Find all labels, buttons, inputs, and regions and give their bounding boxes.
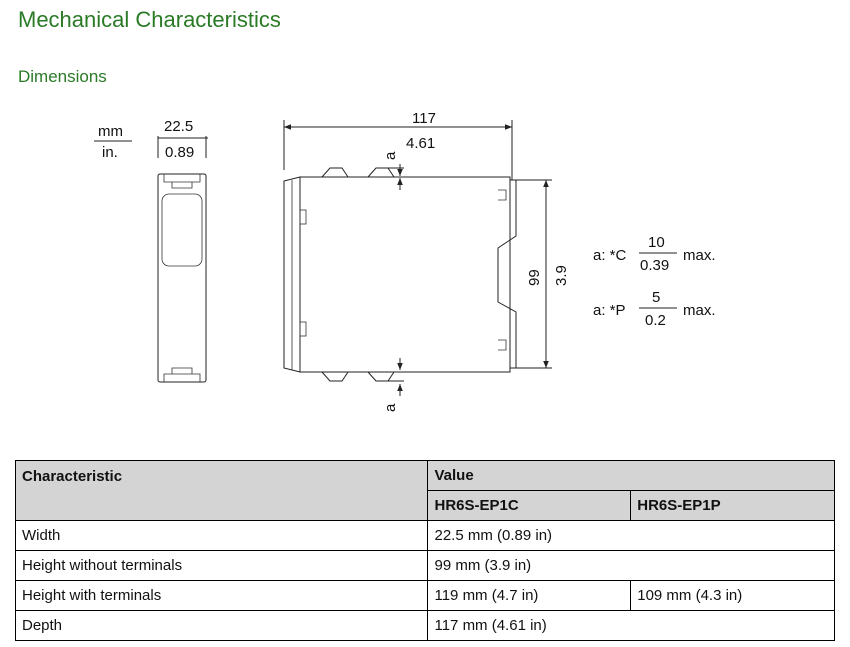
front-bottom-tab	[164, 374, 200, 382]
depth-mm-label: 117	[412, 110, 436, 127]
section-title: Dimensions	[18, 67, 107, 86]
front-window	[162, 194, 202, 266]
clearance-note-c	[593, 234, 716, 274]
front-top-tab	[164, 174, 200, 182]
header-model-ep1p: HR6S-EP1P	[631, 491, 835, 521]
row-value: 22.5 mm (0.89 in)	[428, 521, 835, 551]
table-row	[16, 551, 835, 581]
row-value-ep1p: 109 mm (4.3 in)	[631, 581, 835, 611]
clearance-top-label: a	[382, 151, 399, 160]
header-characteristic: Characteristic	[16, 461, 428, 521]
table-row	[16, 521, 835, 551]
side-terminal-top	[498, 190, 506, 200]
note-c-in: 0.39	[640, 257, 670, 274]
width-in-label: 0.89	[165, 144, 195, 161]
unit-legend	[94, 123, 132, 161]
unit-in-label: in.	[102, 144, 118, 161]
side-terminal-bottom	[498, 340, 506, 350]
clearance-bottom-label: a	[382, 403, 399, 412]
side-body	[300, 177, 510, 372]
row-value: 117 mm (4.61 in)	[428, 611, 835, 641]
side-top-bump-2	[368, 168, 394, 177]
header-value: Value	[428, 461, 835, 491]
row-label: Height without terminals	[16, 551, 428, 581]
side-bottom-bump-2	[368, 372, 394, 381]
unit-mm-label: mm	[98, 123, 123, 140]
width-mm-label: 22.5	[164, 118, 194, 135]
row-label: Depth	[16, 611, 428, 641]
side-view	[284, 110, 570, 412]
row-label: Height with terminals	[16, 581, 428, 611]
front-body	[158, 174, 206, 382]
clearance-note-p	[593, 289, 716, 329]
note-p-mm: 5	[652, 289, 661, 306]
page-title: Mechanical Characteristics	[18, 7, 281, 32]
table-row	[16, 611, 835, 641]
side-clip-bottom	[300, 322, 306, 336]
note-c-prefix: a: *C	[593, 247, 627, 264]
table-row	[16, 581, 835, 611]
depth-in-label: 4.61	[406, 135, 436, 152]
side-top-bump-1	[322, 168, 348, 177]
row-label: Width	[16, 521, 428, 551]
height-mm-label: 99	[526, 269, 543, 286]
note-c-mm: 10	[648, 234, 665, 251]
height-in-label: 3.9	[553, 265, 570, 286]
row-value: 99 mm (3.9 in)	[428, 551, 835, 581]
table-header-row	[16, 461, 835, 491]
characteristics-table	[15, 460, 835, 641]
note-p-prefix: a: *P	[593, 302, 626, 319]
front-view	[158, 118, 208, 382]
side-clip-top	[300, 210, 306, 224]
front-bottom-notch	[172, 368, 192, 374]
note-p-in: 0.2	[645, 312, 666, 329]
note-p-suffix: max.	[683, 302, 716, 319]
front-top-notch	[172, 182, 192, 188]
row-value-ep1c: 119 mm (4.7 in)	[428, 581, 631, 611]
side-bottom-bump-1	[322, 372, 348, 381]
note-c-suffix: max.	[683, 247, 716, 264]
header-model-ep1c: HR6S-EP1C	[428, 491, 631, 521]
